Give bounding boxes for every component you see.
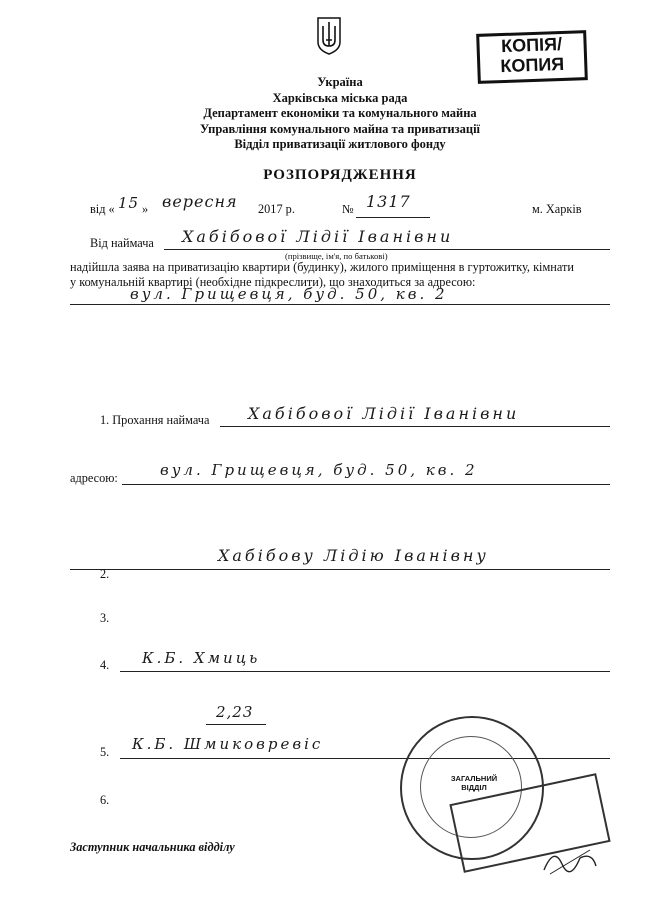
date-month: вересня [162,192,238,211]
intro-address: вул. Грищевця, буд. 50, кв. 2 [130,285,448,303]
item-6-number: 6. [100,793,110,807]
copy-stamp-line1: КОПІЯ/ [500,33,563,57]
document-number: 1317 [366,192,411,211]
header-department: Департамент економіки та комунального майна [203,106,477,120]
number-label: № [342,202,354,216]
handwritten-signature-icon [540,844,600,878]
tenant-name: Хабібової Лідії Іванівни [182,227,454,246]
item1-address-label: адресою: [70,471,118,485]
header-division: Відділ приватизації житлового фонду [234,137,446,151]
trident-emblem-icon [316,16,342,56]
date-prefix: від « [90,202,115,216]
item5-entry: К.Б. Шмиковревіс [132,735,324,753]
document-page [70,8,610,888]
item4-underline [120,671,610,672]
tenant-label: Від наймача [90,236,154,250]
intro-line-1: надійшла заява на приватизацію квартири (будинку), жилого приміщення в гуртожитку, кімнати [70,260,574,274]
header-directorate: Управління комунального майна та приватизації [199,121,481,136]
item1-address: вул. Грищевця, буд. 50, кв. 2 [160,461,478,479]
owner-name: Хабібову Лідію Іванівну [218,546,489,565]
date-year: 2017 р. [258,202,295,216]
date-day-suffix: » [142,202,149,216]
document-title: РОЗПОРЯДЖЕННЯ [263,167,417,183]
amount-underline [206,724,266,725]
city-label: м. Харків [532,202,582,216]
document-header [70,75,610,153]
item4-entry: К.Б. Хмиць [142,649,261,667]
copy-stamp-line2: КОПИЯ [500,53,565,77]
owner-underline [70,569,610,570]
signature-label: Заступник начальника відділу [70,840,235,854]
item1-label: 1. Прохання наймача [100,413,210,427]
item1-name-underline [220,426,610,427]
tenant-caption: (прізвище, ім'я, по батькові) [285,251,388,261]
item-2-number: 2. [100,567,110,581]
tenant-underline [164,249,610,250]
item-5-number: 5. [100,745,110,759]
intro-line-2: у комунальній квартирі (необхідне підкреслити), що знаходиться за адресою: [70,275,476,289]
item1-name: Хабібової Лідії Іванівни [248,404,520,423]
item-4-number: 4. [100,658,110,672]
item1-address-underline [122,484,610,485]
header-council: Харківська міська рада [272,90,408,105]
header-country: Україна [317,75,363,89]
amount-value: 2,23 [216,703,254,721]
intro-address-underline [70,304,610,305]
number-underline [356,217,430,218]
date-day: 15 [118,194,140,212]
item-3-number: 3. [100,611,110,625]
round-stamp-center-text: ЗАГАЛЬНИЙ ВІДДІЛ [450,774,498,792]
